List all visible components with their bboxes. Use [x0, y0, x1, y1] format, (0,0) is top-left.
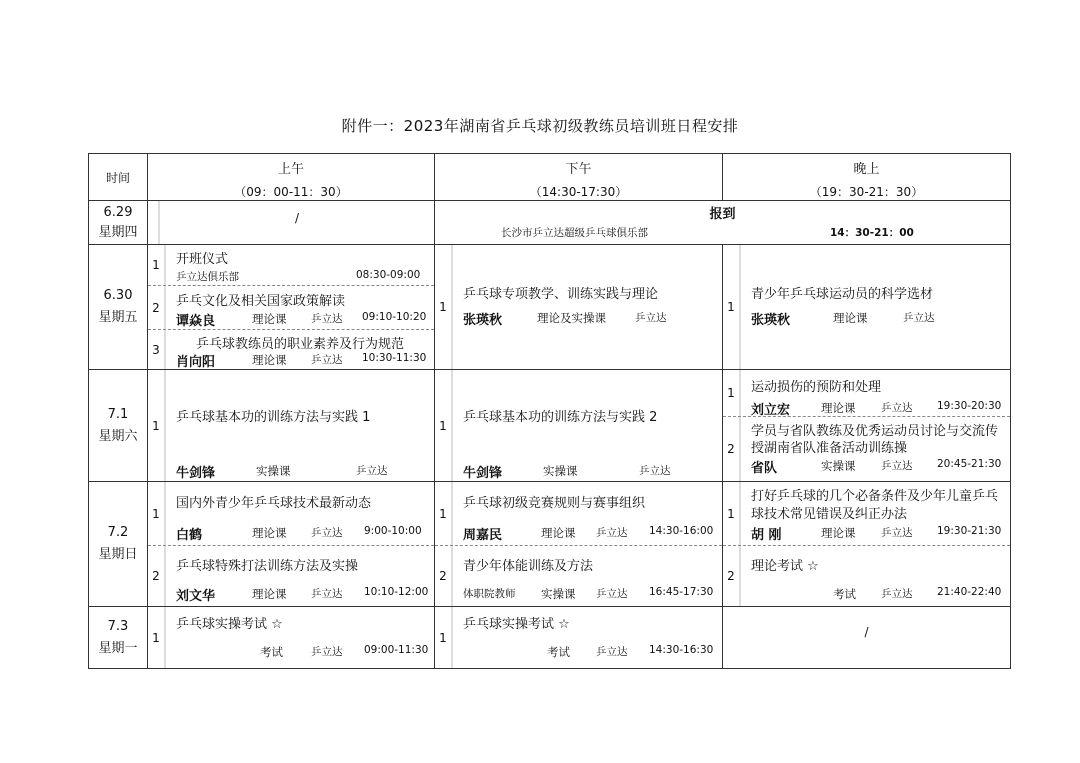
date-cell: 7.1 星期六 — [89, 370, 148, 482]
session: 1 乒乓球初级竞赛规则与赛事组织 周嘉民 理论课 乒立达 14:30-16:00 — [435, 482, 722, 546]
afternoon-cell — [435, 482, 723, 607]
header-time: 时间 — [89, 154, 148, 201]
date-cell: 7.2 星期日 — [89, 482, 148, 607]
session: 3 乒乓球教练员的职业素养及行为规范 肖向阳 理论课 乒立达 10:30-11:30 — [148, 330, 434, 369]
session: 1 运动损伤的预防和处理 刘立宏 理论课 乒立达 19:30-20:30 — [723, 370, 1010, 417]
session: 1 国内外青少年乒乓球技术最新动态 白鹤 理论课 乒立达 9:00-10:00 — [148, 482, 434, 546]
evening-cell: / — [723, 607, 1011, 669]
evening-cell — [723, 482, 1011, 607]
schedule-table — [88, 153, 1011, 669]
afternoon-cell: 1 乒乓球实操考试 ☆ 考试 乒立达 14:30-16:30 — [435, 607, 723, 669]
row-0703 — [89, 607, 1011, 669]
session: 2 乒乓文化及相关国家政策解读 谭焱良 理论课 乒立达 09:10-10:20 — [148, 286, 434, 330]
afternoon-cell: 1 乒乓球基本功的训练方法与实践 2 牛剑锋 实操课 乒立达 — [435, 370, 723, 482]
report-cell: 报到 长沙市乒立达超级乒乓球俱乐部 14：30-21：00 — [435, 201, 1011, 245]
header-morning: 上午 （09：00-11：30） — [148, 154, 435, 201]
evening-cell — [723, 370, 1011, 482]
morning-cell: / — [148, 201, 435, 245]
afternoon-cell: 1 乒乓球专项教学、训练实践与理论 张瑛秋 理论及实操课 乒立达 — [435, 245, 723, 370]
header-evening: 晚上 （19：30-21：30） — [723, 154, 1011, 201]
session: 2 理论考试 ☆ 考试 乒立达 21:40-22:40 — [723, 546, 1010, 606]
session: 2 学员与省队教练及优秀运动员讨论与交流传 授湖南省队准备活动训练操 省队 实操课 乒立达 20:45-21:30 — [723, 417, 1010, 481]
header-row — [89, 154, 1011, 201]
morning-cell: 1 乒乓球实操考试 ☆ 考试 乒立达 09:00-11:30 — [148, 607, 435, 669]
row-0702 — [89, 482, 1011, 607]
date-cell: 7.3 星期一 — [89, 607, 148, 669]
session: 2 青少年体能训练及方法 体职院教师 实操课 乒立达 16:45-17:30 — [435, 546, 722, 606]
date-cell: 6.29 星期四 — [89, 201, 148, 245]
header-afternoon: 下午 （14:30-17:30） — [435, 154, 723, 201]
morning-cell: 1 乒乓球基本功的训练方法与实践 1 牛剑锋 实操课 乒立达 — [148, 370, 435, 482]
date-cell: 6.30 星期五 — [89, 245, 148, 370]
page-title: 附件一：2023年湖南省乒乓球初级教练员培训班日程安排 — [341, 117, 739, 135]
session: 1 开班仪式 乒立达俱乐部 08:30-09:00 — [148, 245, 434, 286]
row-0630 — [89, 245, 1011, 370]
morning-cell — [148, 245, 435, 370]
session: 2 乒乓球特殊打法训练方法及实操 刘文华 理论课 乒立达 10:10-12:00 — [148, 546, 434, 606]
morning-cell — [148, 482, 435, 607]
row-0629 — [89, 201, 1011, 245]
evening-cell: 1 青少年乒乓球运动员的科学选材 张瑛秋 理论课 乒立达 — [723, 245, 1011, 370]
session: 1 打好乒乓球的几个必备条件及少年儿童乒乓 球技术常见错误及纠正办法 胡 刚 理论课 乒立达 19:30-21:30 — [723, 482, 1010, 546]
row-0701 — [89, 370, 1011, 482]
